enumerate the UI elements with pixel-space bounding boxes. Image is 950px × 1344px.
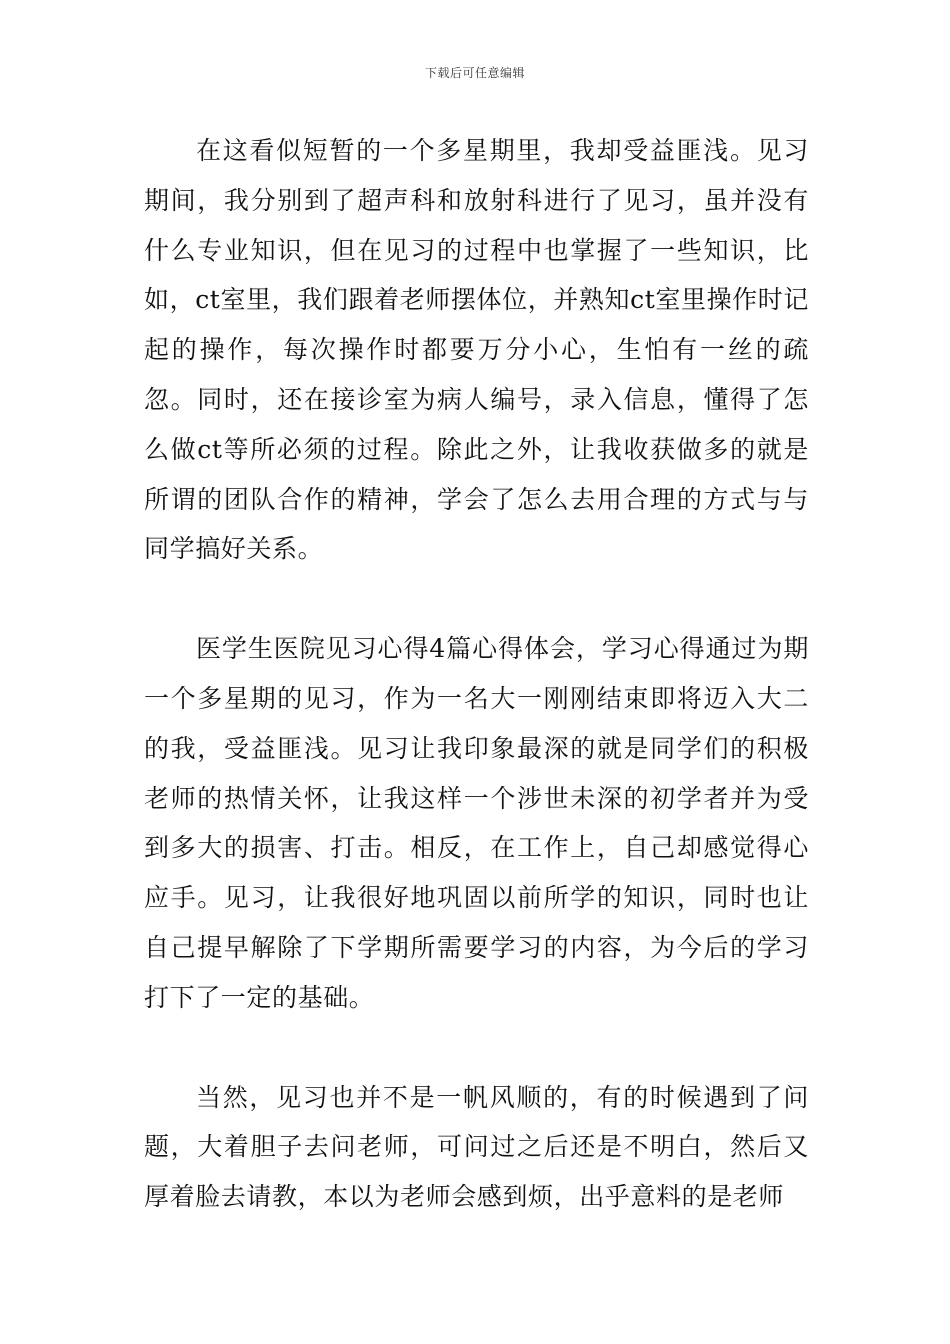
paragraph-3: 当然，见习也并不是一帆风顺的，有的时候遇到了问题，大着胆子去问老师，可问过之后还是不明白，然后又厚着脸去请教，本以为老师会感到烦，出乎意料的是老师 bbox=[144, 1082, 809, 1212]
document-body bbox=[144, 126, 809, 1222]
page-header: 下载后可任意编辑 bbox=[424, 66, 525, 80]
paragraph-1: 在这看似短暂的一个多星期里，我却受益匪浅。见习期间，我分别到了超声科和放射科进行了见习，虽并没有什么专业知识，但在见习的过程中也掌握了一些知识，比如，ct室里，我们跟着老师摆体位，并熟知ct室里操作时记起的操作，每次操作时都要万分小心，生怕有一丝的疏忽。同时，还在接诊室为病人编号，录入信息，懂得了怎么做ct等所必须的过程。除此之外，让我收获做多的就是所谓的团队合作的精神，学会了怎么去用合理的方式与与同学搞好关系。 bbox=[144, 136, 809, 564]
paragraph-2: 医学生医院见习心得4篇心得体会，学习心得通过为期一个多星期的见习，作为一名大一刚刚结束即将迈入大二的我，受益匪浅。见习让我印象最深的就是同学们的积极老师的热情关怀，让我这样一个涉世未深的初学者并为受到多大的损害、打击。相反，在工作上，自己却感觉得心应手。见习，让我很好地巩固以前所学的知识，同时也让自己提早解除了下学期所需要学习的内容，为今后的学习打下了一定的基础。 bbox=[144, 634, 809, 1012]
